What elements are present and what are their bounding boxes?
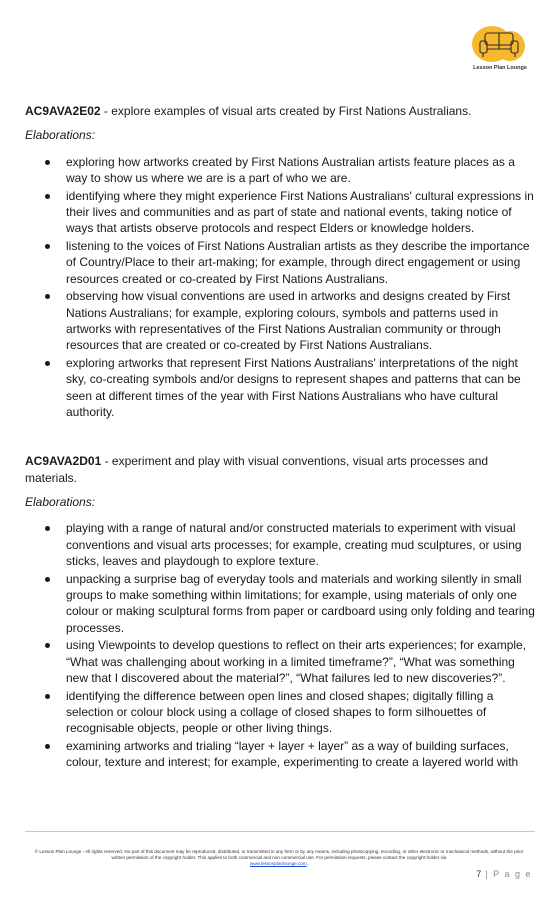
list-item: exploring artworks that represent First Nations Australians' interpretations of the night sky, co-creating symbols and/or designs to represent shapes and patterns that can be seen at different times of the year with First Nations Australians who have cultural authority.	[25, 355, 535, 420]
list-item: examining artworks and trialing “layer + layer + layer” as a way of building surfaces, colour, texture and interest; for example, experimenting to create a layered world with	[25, 738, 535, 771]
list-item: identifying where they might experience First Nations Australians' cultural expressions in their lives and communities and as part of state and national events, taking notice of ways that artists observe protocols and respect Elders or knowledge holders.	[25, 188, 535, 237]
elaborations-list	[25, 154, 535, 421]
section-ac9ava2e02	[25, 103, 535, 420]
descriptor-code: AC9AVA2D01	[25, 454, 102, 469]
footer-divider	[25, 831, 535, 832]
descriptor-text: - explore examples of visual arts created by First Nations Australians.	[100, 104, 472, 118]
elaborations-list	[25, 520, 535, 770]
elaborations-label: Elaborations	[25, 494, 92, 509]
logo-text: Lesson Plan Lounge	[473, 65, 527, 71]
content-descriptor	[25, 103, 535, 119]
website-link[interactable]: www.lessonplanlounge.com	[250, 861, 307, 866]
list-item: listening to the voices of First Nations Australian artists as they describe the importance of Country/Place to their art-making; for example, through direct engagement or using resources created or co-created by First Nations Australians.	[25, 238, 535, 287]
list-item: observing how visual conventions are used in artworks and designs created by First Nations Australians; for example, exploring colours, symbols and patterns used in artworks with representatives of the First Nations Australian community or through resources that are created or co-created by First Nations Australians.	[25, 288, 535, 353]
content-descriptor	[25, 453, 535, 486]
copyright-notice	[30, 849, 528, 867]
descriptor-code: AC9AVA2E02	[25, 104, 101, 118]
section-ac9ava2d01	[25, 453, 535, 770]
elaborations-heading	[25, 494, 535, 510]
copyright-period: .	[306, 861, 308, 866]
page-separator: |	[481, 869, 494, 879]
list-item: playing with a range of natural and/or constructed materials to experiment with visual conventions and visual arts processes; for example, creating mud sculptures, or using sticks, leaves and playdough to explore texture.	[25, 520, 535, 569]
page-number-value: 7	[476, 869, 482, 879]
descriptor-text: - experiment and play with visual conventions, visual arts processes and materials.	[25, 454, 489, 485]
elaborations-heading	[25, 127, 535, 143]
elaborations-colon: :	[91, 128, 96, 143]
page-number	[476, 869, 532, 879]
document-body	[25, 103, 535, 772]
page-label: P a g e	[493, 869, 532, 879]
elaborations-label: Elaborations	[25, 128, 92, 143]
lesson-plan-lounge-logo	[466, 19, 534, 77]
list-item: unpacking a surprise bag of everyday tools and materials and working silently in small groups to make something within limitations; for example, using materials of only one colour or making sculptural forms from paper or cardboard using only folding and tearing processes.	[25, 571, 535, 636]
list-item: using Viewpoints to develop questions to reflect on their arts experiences; for example, “What was challenging about working in a limited timeframe?”, “What was something new that I discovered about the material?”, “What failures led to new discoveries?”.	[25, 637, 535, 686]
list-item: exploring how artworks created by First Nations Australian artists feature places as a way to show us where we are is a part of who we are.	[25, 154, 535, 187]
elaborations-colon: :	[91, 494, 96, 509]
list-item: identifying the difference between open lines and closed shapes; digitally filling a selection or colour block using a collage of closed shapes to form silhouettes of recognisable objects, people or other living things.	[25, 688, 535, 737]
copyright-text: © Lesson Plan Lounge - All rights reserved. No part of this document may be reproduced, distributed, or transmitted in any form or by any means, including photocopying, recording, or other electronic or mechanical methods, without the prior written permission of the copyright holder. This applies to both commercial and non-commercial use. For permission requests, please contact the copyright holder via	[34, 849, 524, 860]
sofa-icon	[466, 19, 534, 65]
